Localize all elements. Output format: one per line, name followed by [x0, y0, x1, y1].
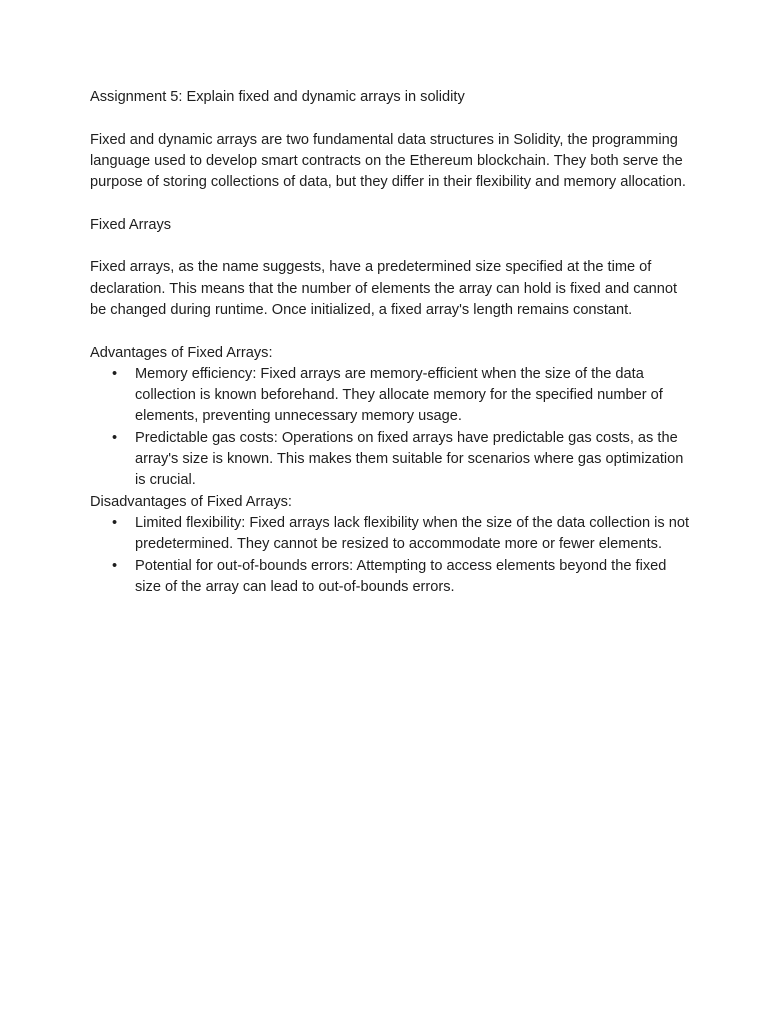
list-item: [90, 364, 690, 428]
section-paragraph: Fixed arrays, as the name suggests, have a predetermined size specified at the time of declaration. This means that the number of elements the array can hold is fixed and cannot be changed during runtime. Once initialized, a fixed array's length remains constant.: [90, 259, 678, 318]
list-item-text: Predictable gas costs: Operations on fixed arrays have predictable gas costs, as the array's size is known. This makes them suitable for scenarios where gas optimization is crucial.: [135, 429, 684, 489]
bullet-icon: •: [112, 557, 118, 574]
advantages-heading: Advantages of Fixed Arrays:: [90, 344, 273, 361]
list-item: [90, 556, 690, 599]
list-item-text: Potential for out-of-bounds errors: Attempting to access elements beyond the fixed size of the array can lead to out-of-bounds errors.: [135, 557, 667, 595]
document-title: Assignment 5: Explain fixed and dynamic arrays in solidity: [90, 89, 465, 105]
bullet-icon: •: [112, 514, 118, 531]
list-item-text: Memory efficiency: Fixed arrays are memory-efficient when the size of the data collection is known beforehand. They allocate memory for the specified number of elements, preventing unnecessary memory usage.: [135, 365, 663, 425]
disadvantages-list: [90, 513, 690, 598]
list-item-text: Limited flexibility: Fixed arrays lack flexibility when the size of the data collection is not predetermined. They cannot be resized to accommodate more or fewer elements.: [135, 514, 689, 553]
disadvantages-heading: Disadvantages of Fixed Arrays:: [90, 493, 292, 510]
list-item: [90, 428, 690, 492]
list-item: [90, 513, 690, 556]
bullet-icon: •: [112, 365, 118, 382]
advantages-list: [90, 364, 690, 492]
document-body: [90, 87, 690, 598]
section-heading: Fixed Arrays: [90, 216, 172, 233]
intro-paragraph: Fixed and dynamic arrays are two fundamental data structures in Solidity, the programming language used to develop smart contracts on the Ethereum blockchain. They both serve the purpose of storing collections of data, but they differ in their flexibility and memory allocation.: [90, 131, 686, 191]
bullet-icon: •: [112, 429, 118, 446]
